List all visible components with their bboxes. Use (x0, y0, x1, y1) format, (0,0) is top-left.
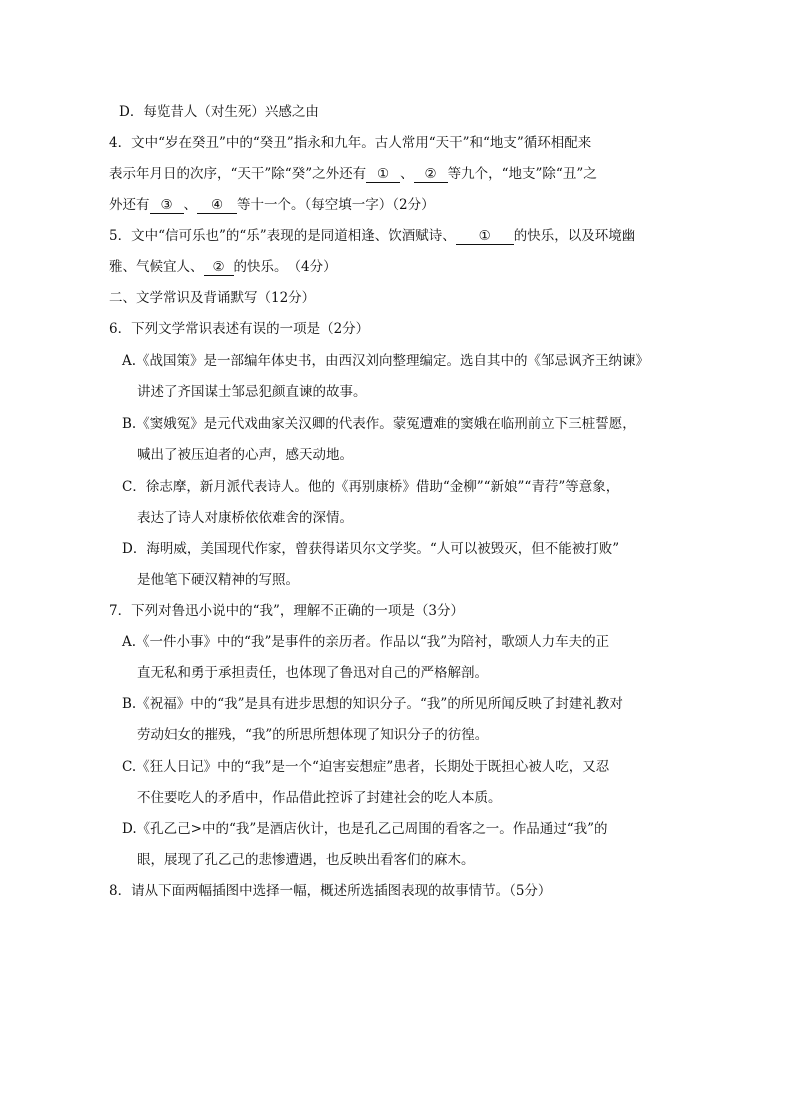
q7-stem: 7．下列对鲁迅小说中的“我”，理解不正确的一项是（3分） (109, 603, 464, 619)
q4-blank-4[interactable]: ④ (197, 197, 237, 214)
q6-option-d-line-2: 是他笔下硬汉精神的写照。 (137, 572, 299, 588)
q8-stem: 8．请从下面两幅插图中选择一幅，概述所选插图表现的故事情节。（5分） (109, 883, 552, 899)
section-2-heading: 二、文学常识及背诵默写（12分） (109, 290, 316, 306)
q4-line-1: 4．文中“岁在癸丑”中的“癸丑”指永和九年。古人常用“天干”和“地支”循环相配来 (109, 135, 592, 151)
q7-option-a-line-1: A.《一件小事》中的“我”是事件的亲历者。作品以“我”为陪衬，歌颂人力车夫的正 (122, 634, 610, 650)
q5-line-1: 5．文中“信可乐也”的“乐”表现的是同道相逢、饮酒赋诗、 ① 的快乐，以及环境幽 (109, 228, 636, 244)
q4-line-3: 外还有 ③ 、 ④ 等十一个。（每空填一字）（2分） (109, 197, 435, 213)
q7-option-c-line-1: C.《狂人日记》中的“我”是一个“迫害妄想症”患者，长期处于既担心被人吃，又忍 (122, 759, 610, 775)
q4-blank-2[interactable]: ② (414, 166, 448, 183)
q6-option-b-line-2: 喊出了被压迫者的心声，感天动地。 (137, 447, 353, 463)
q4-line-2: 表示年月日的次序，“天干”除“癸”之外还有 ① 、 ② 等九个，“地支”除“丑”之 (109, 166, 597, 182)
q4-blank-3[interactable]: ③ (150, 197, 184, 214)
q7-option-d-line-1: D.《孔乙己>中的“我”是酒店伙计，也是孔乙己周围的看客之一。作品通过“我”的 (122, 821, 608, 837)
q7-option-d-line-2: 眼，展现了孔乙己的悲惨遭遇，也反映出看客们的麻木。 (137, 852, 475, 868)
q5-blank-2[interactable]: ② (204, 259, 234, 276)
q6-option-c-line-2: 表达了诗人对康桥依依难舍的深情。 (137, 510, 353, 526)
q5-blank-1[interactable]: ① (456, 228, 514, 245)
q6-option-a-line-1: A.《战国策》是一部编年体史书，由西汉刘向整理编定。选自其中的《邹忌讽齐王纳谏》 (122, 353, 650, 369)
q7-option-a-line-2: 直无私和勇于承担责任，也体现了鲁迅对自己的严格解剖。 (137, 665, 488, 681)
q7-option-c-line-2: 不住要吃人的矛盾中，作品借此控诉了封建社会的吃人本质。 (137, 790, 502, 806)
q7-option-b-line-1: B.《祝福》中的“我”是具有进步思想的知识分子。“我”的所见所闻反映了封建礼教对 (122, 696, 623, 712)
q6-option-d-line-1: D．海明威，美国现代作家，曾获得诺贝尔文学奖。“人可以被毁灭，但不能被打败” (122, 541, 620, 557)
q6-option-a-line-2: 讲述了齐国谋士邹忌犯颜直谏的故事。 (137, 384, 367, 400)
q6-stem: 6．下列文学常识表述有误的一项是（2分） (109, 321, 370, 337)
q6-option-b-line-1: B.《窦娥冤》是元代戏曲家关汉卿的代表作。蒙冤遭难的窦娥在临刑前立下三桩誓愿， (122, 416, 636, 432)
q4-blank-1[interactable]: ① (366, 166, 400, 183)
q7-option-b-line-2: 劳动妇女的摧残，“我”的所思所想体现了知识分子的彷徨。 (137, 727, 489, 743)
q5-line-2: 雅、气候宜人、 ② 的快乐。 （4分） (109, 259, 337, 275)
q3-option-d: D．每览昔人（对生死）兴感之由 (119, 104, 319, 120)
q6-option-c-line-1: C．徐志摩，新月派代表诗人。他的《再别康桥》借助“金柳”“新娘”“青荇”等意象， (122, 479, 620, 495)
